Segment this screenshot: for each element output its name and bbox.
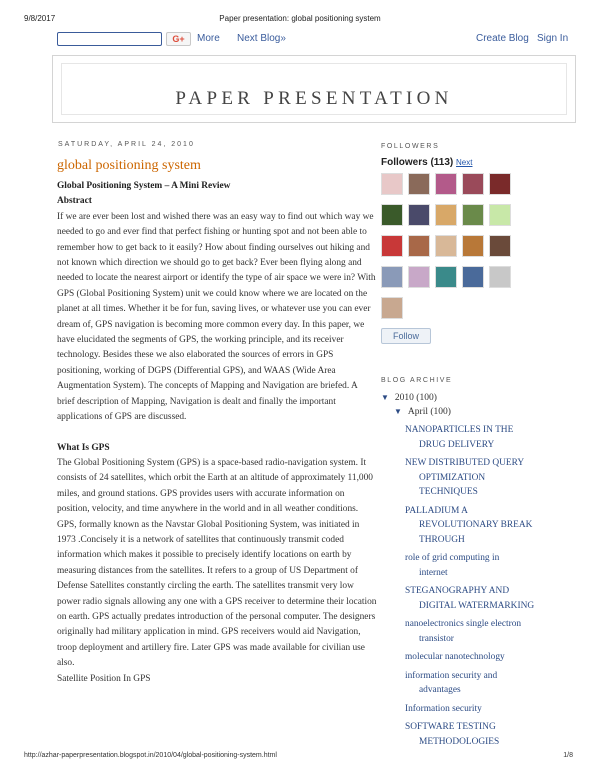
section-paragraph: The Global Positioning System (GPS) is a space-based radio-navigation system. It consists of 24 satellites, which orbit the Earth at an altitude of approximately 11,000 miles, and ground stations. GPS provides users with accurate information on position, velocity, and time anywhere in the world and in all weather conditions. GPS, formally known as the Navstar Global Positioning System, was initiated in 1973 .Concisely it is a network of satellites that continuously transmit coded information which makes it possible to precisely identify locations on earth by measuring distances from the satellites. It refers to a group of US Department of Defense Satellites constantly circling the earth. The satellites transmit very low power radio signals allowing any one with a GPS receiver to determine their location on earth. GPS actually predates introduction of the personal computer. The designers originally had military application in mind. GPS receivers would aid Navigation, troop deployment and artillery fire. Later GPS was made available for civilian use also. [57,457,377,669]
archive-post-link[interactable] [405,669,576,698]
followers-widget [381,143,576,344]
follower-avatar[interactable] [381,235,403,257]
archive-post-title-line[interactable]: DRUG DELIVERY [419,439,495,450]
archive-post-link[interactable] [405,584,576,613]
follower-avatar[interactable] [435,235,457,257]
post-date: SATURDAY, APRIL 24, 2010 [58,141,195,148]
triangle-down-icon[interactable]: ▼ [381,393,389,402]
follower-avatar[interactable] [462,235,484,257]
archive-post-link[interactable] [405,650,576,665]
abstract-paragraph: If we are ever been lost and wished there was an easy way to find out which way we needed to go and ever find that perfect fishing or hunting spot and not been able to remember how to get back to it easily? How about finding ourselves out hiking and not known which direction we should go to get back? Ever been flying along and needed to locate the nearest airport or identify the type of air space we were in? With GPS (Global Positioning System) unit we could know where we are located on the planet at all times. Whether it be for fun, saving lives, or whatever use you can ever dream of, GPS navigation is becoming more common every day. In this paper, we have elucidated the segments of GPS, the working principle, and its receiver technology. Besides these we also elaborated the sources of errors in GPS positioning, working of DGPS (Differential GPS), and WAAS (Wide Area Augmentation System). The concepts of Mapping and Navigation are briefed. A brief description of Mapping, Navigation is dealt and finally the important applications of GPS are discussed. [57,211,376,423]
sign-in-link[interactable]: Sign In [537,33,569,44]
archive-post-title-line[interactable]: TECHNIQUES [419,487,478,497]
blog-archive-widget [381,377,576,753]
archive-month-label[interactable]: April [407,407,428,417]
archive-post-title-line[interactable]: DIGITAL WATERMARKING [419,600,535,611]
follower-avatar[interactable] [381,204,403,226]
archive-post-title-line[interactable]: REVOLUTIONARY BREAK [419,520,533,530]
archive-post-link[interactable] [405,617,576,646]
follower-avatar[interactable] [408,204,430,226]
post-title[interactable]: global positioning system [57,158,201,173]
follower-avatar[interactable] [462,266,484,288]
followers-heading: FOLLOWERS [381,143,440,150]
archive-heading: BLOG ARCHIVE [381,377,453,384]
search-input[interactable] [57,32,162,46]
follow-button[interactable]: Follow [381,328,431,344]
followers-count [381,157,576,168]
print-header [0,14,600,28]
more-link[interactable]: More [197,33,220,44]
post-subtitle: Global Positioning System – A Mini Review [57,181,231,191]
follower-avatar[interactable] [381,297,403,319]
archive-year-count: (100) [416,393,437,403]
print-page-number: 1/8 [563,752,573,759]
archive-post-title-line[interactable]: internet [419,567,448,578]
archive-post-title-line[interactable]: NEW DISTRIBUTED QUERY [405,458,525,468]
follower-avatar[interactable] [462,173,484,195]
paragraph-gap [57,426,377,441]
archive-post-link[interactable] [405,702,576,717]
followers-next-link[interactable]: Next [456,158,473,167]
follower-avatar[interactable] [489,173,511,195]
archive-post-title-line[interactable]: SOFTWARE TESTING [405,722,496,732]
archive-post-title-line[interactable]: nanoelectronics single electron [405,619,522,629]
archive-post-title-line[interactable]: METHODOLOGIES [419,736,500,747]
archive-post-title-line[interactable]: STEGANOGRAPHY AND [405,586,510,596]
follower-avatar[interactable] [489,204,511,226]
follower-avatar[interactable] [381,266,403,288]
triangle-down-icon[interactable]: ▼ [394,407,402,416]
archive-post-link[interactable] [405,504,576,548]
archive-post-list [405,423,576,749]
blog-header [52,55,576,123]
archive-post-title-line[interactable]: THROUGH [419,534,465,545]
archive-post-title-line[interactable]: Information security [405,703,482,714]
print-url: http://azhar-paperpresentation.blogspot.in/2010/04/global-positioning-system.html [24,752,277,759]
follower-avatar[interactable] [435,173,457,195]
archive-month-count: (100) [430,407,451,417]
print-date: 9/8/2017 [24,14,56,23]
create-blog-link[interactable]: Create Blog [476,33,529,44]
print-page-title: Paper presentation: global positioning system [219,14,381,23]
archive-year-label[interactable]: 2010 [394,393,414,403]
google-plus-button[interactable]: G+ [166,32,191,46]
archive-post-title-line[interactable]: NANOPARTICLES IN THE [405,425,514,435]
archive-post-title-line[interactable]: role of grid computing in [405,553,500,563]
follower-avatar[interactable] [489,266,511,288]
follower-avatar[interactable] [435,204,457,226]
follower-avatar[interactable] [408,266,430,288]
trailing-line: Satellite Position In GPS [57,673,151,684]
follower-avatar[interactable] [489,235,511,257]
archive-post-title-line[interactable]: PALLADIUM A [405,505,468,516]
archive-post-link[interactable] [405,423,576,452]
archive-post-title-line[interactable]: OPTIMIZATION [419,472,486,483]
follower-avatar-grid [381,173,521,328]
archive-post-title-line[interactable]: transistor [419,633,454,644]
follower-avatar[interactable] [435,266,457,288]
blogger-navbar [0,32,600,48]
archive-post-link[interactable] [405,720,576,749]
archive-post-title-line[interactable]: information security and [405,670,498,681]
archive-post-link[interactable] [405,551,576,580]
archive-year[interactable] [381,393,576,403]
followers-count-label: Followers (113) [381,157,454,168]
blog-title[interactable]: PAPER PRESENTATION [175,88,453,109]
follower-avatar[interactable] [408,173,430,195]
print-footer [0,752,600,764]
archive-post-title-line[interactable]: advantages [419,685,461,695]
section-heading: What Is GPS [57,442,110,453]
follower-avatar[interactable] [462,204,484,226]
follower-avatar[interactable] [381,173,403,195]
follower-avatar[interactable] [408,235,430,257]
archive-post-title-line[interactable]: molecular nanotechnology [405,652,505,662]
next-blog-link[interactable]: Next Blog» [237,33,286,44]
archive-month[interactable] [394,407,576,417]
post-body [57,179,377,687]
abstract-heading: Abstract [57,196,92,207]
blog-header-inner [61,63,567,115]
archive-post-link[interactable] [405,456,576,500]
